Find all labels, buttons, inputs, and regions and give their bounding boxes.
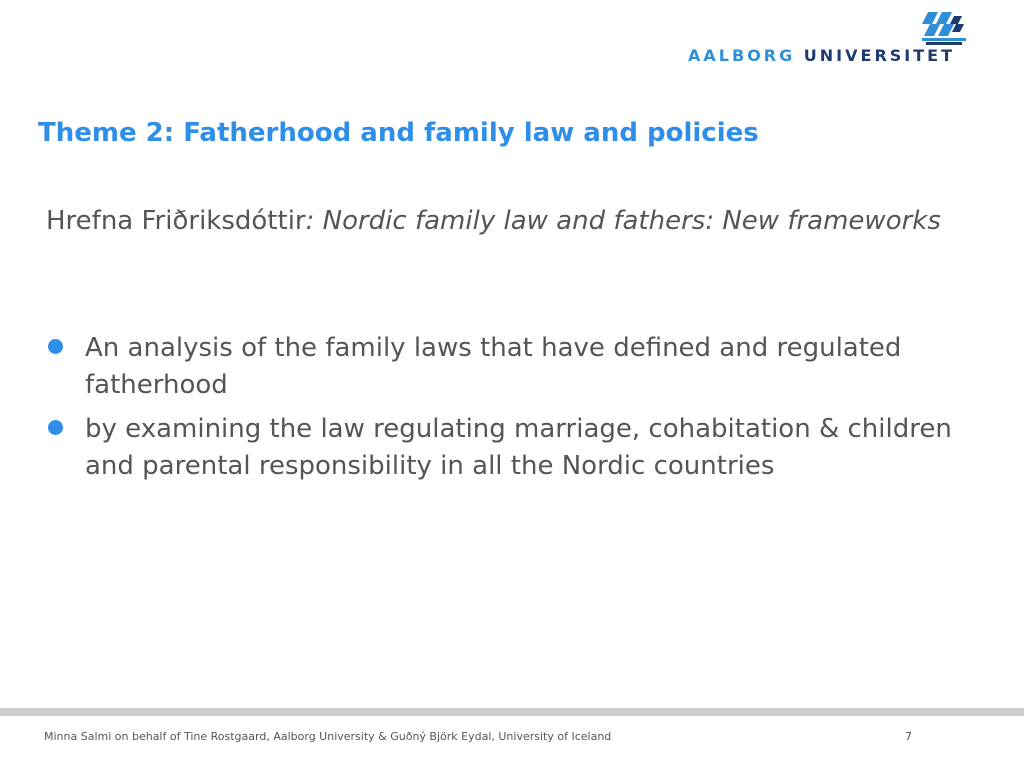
bullet-list [46,330,996,492]
bullet-text: by examining the law regulating marriage, cohabitation & children and parental responsibility in all the Nordic countries [85,414,952,481]
slide-subtitle [46,203,944,240]
subtitle-author: Hrefna Friðriksdóttir [46,206,306,236]
subtitle-talk-title: : Nordic family law and fathers: New frameworks [305,206,941,236]
footer-credits: Minna Salmi on behalf of Tine Rostgaard, Aalborg University & Guðný Björk Eydal, University of Iceland [44,730,612,743]
slide-title: Theme 2: Fatherhood and family law and policies [38,118,759,148]
logo-word-universitet: UNIVERSITET [803,46,955,65]
page-number: 7 [905,730,912,743]
bullet-text: An analysis of the family laws that have defined and regulated fatherhood [85,333,902,400]
bullet-dot-icon [48,420,63,435]
bullet-dot-icon [48,339,63,354]
logo-word-aalborg: AALBORG [688,46,796,65]
list-item [46,330,996,404]
logo-wave-icon [922,10,966,46]
list-item [46,411,996,485]
university-logo [686,10,1002,66]
logo-wordmark [688,46,955,66]
footer-divider [0,708,1024,716]
